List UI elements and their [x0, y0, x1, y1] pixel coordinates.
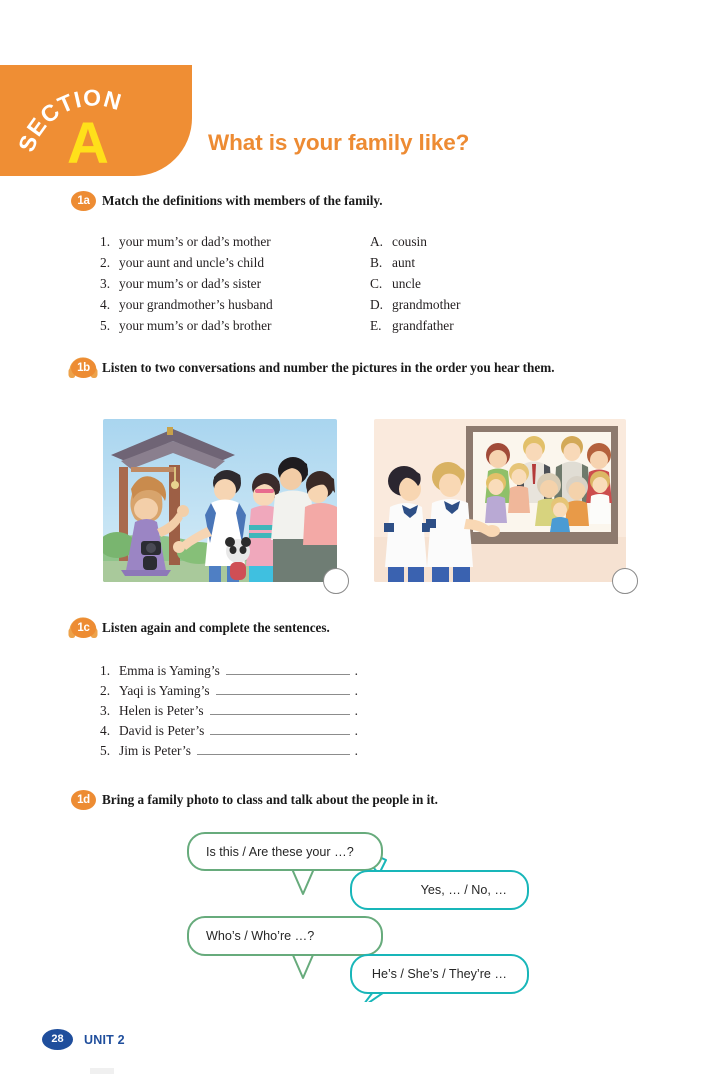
bubble-text: Yes, … / No, … [420, 883, 507, 897]
item-number: 3. [100, 703, 111, 718]
item-number: 4. [100, 723, 111, 738]
picture-2 [374, 419, 626, 582]
list-item [370, 273, 460, 294]
item-text: Jim is Peter’s [119, 743, 191, 758]
item-punct: . [354, 663, 358, 678]
page-number: 28 [42, 1029, 73, 1050]
exercise-1d-badge-wrap [68, 790, 102, 812]
list-item [100, 294, 370, 315]
item-text: your grandmother’s husband [119, 297, 273, 312]
exercise-1d-badge: 1d [71, 790, 96, 810]
unit-label: UNIT 2 [84, 1032, 125, 1047]
item-text: your mum’s or dad’s sister [119, 276, 262, 291]
picture-1 [103, 419, 337, 582]
bubble-text: Is this / Are these your …? [206, 844, 354, 859]
picture-1-answer-circle[interactable] [323, 568, 349, 594]
exercise-1a-instruction: Match the definitions with members of the family. [102, 193, 383, 208]
item-number: 4. [100, 297, 111, 312]
match-lists [100, 231, 460, 336]
exercise-1d [68, 790, 628, 812]
item-number: 2. [100, 683, 111, 698]
list-item [100, 741, 358, 761]
section-word: SECTION [13, 84, 126, 156]
section-banner [0, 65, 192, 176]
definitions-column [100, 231, 370, 336]
bubble-answer-2[interactable] [350, 954, 529, 994]
section-letter: A [67, 111, 109, 176]
exercise-1c-badge-wrap [68, 618, 102, 640]
list-item [370, 315, 460, 336]
item-letter: B. [370, 255, 383, 270]
exercise-1a [68, 191, 383, 213]
list-item [100, 252, 370, 273]
picture-row [103, 419, 626, 582]
item-text: grandfather [392, 318, 454, 333]
answer-blank[interactable] [216, 682, 350, 695]
item-text: Helen is Peter’s [119, 703, 204, 718]
picture-2-answer-circle[interactable] [612, 568, 638, 594]
list-item [100, 681, 358, 701]
exercise-1c-badge: 1c [71, 618, 96, 638]
bubble-text: He’s / She’s / They’re … [371, 967, 507, 981]
bubble-question-2[interactable] [187, 916, 383, 956]
item-punct: . [354, 703, 358, 718]
members-column [370, 231, 460, 336]
item-text: uncle [392, 276, 421, 291]
list-item [100, 315, 370, 336]
list-item [100, 701, 358, 721]
item-punct: . [354, 723, 358, 738]
item-text: your aunt and uncle’s child [119, 255, 265, 270]
item-letter: E. [370, 318, 382, 333]
item-number: 5. [100, 743, 111, 758]
bottom-crop-mark [90, 1068, 114, 1074]
exercise-1c-instruction: Listen again and complete the sentences. [102, 620, 330, 635]
item-text: aunt [392, 255, 416, 270]
dialogue-bubbles [183, 832, 563, 1002]
item-letter: D. [370, 297, 384, 312]
item-text: cousin [392, 234, 427, 249]
item-punct: . [354, 743, 358, 758]
bubble-question-1[interactable] [187, 832, 383, 871]
answer-blank[interactable] [210, 702, 350, 715]
item-letter: A. [370, 234, 384, 249]
exercise-1c [68, 618, 608, 640]
item-number: 2. [100, 255, 111, 270]
item-number: 1. [100, 663, 111, 678]
list-item [370, 231, 460, 252]
item-number: 1. [100, 234, 111, 249]
item-letter: C. [370, 276, 383, 291]
exercise-1b-instruction: Listen to two conversations and number the pictures in the order you hear them. [102, 360, 555, 375]
item-number: 5. [100, 318, 111, 333]
item-text: your mum’s or dad’s mother [119, 234, 271, 249]
item-text: David is Peter’s [119, 723, 205, 738]
answer-blank[interactable] [226, 662, 350, 675]
bubble-answer-1[interactable] [350, 870, 529, 910]
list-item [370, 252, 460, 273]
sentence-list [100, 661, 358, 761]
bubble-text: Who’s / Who’re …? [206, 929, 315, 943]
item-text: Emma is Yaming’s [119, 663, 220, 678]
list-item [100, 661, 358, 681]
exercise-1b [68, 358, 628, 380]
list-item [100, 273, 370, 294]
answer-blank[interactable] [210, 722, 350, 735]
item-text: your mum’s or dad’s brother [119, 318, 272, 333]
exercise-1b-badge: 1b [71, 358, 96, 378]
item-text: grandmother [392, 297, 461, 312]
exercise-1a-badge-wrap [68, 191, 102, 213]
item-text: Yaqi is Yaming’s [119, 683, 210, 698]
list-item [100, 231, 370, 252]
page-footer [42, 1029, 125, 1050]
list-item [100, 721, 358, 741]
page-title: What is your family like? [208, 130, 470, 155]
list-item [370, 294, 460, 315]
exercise-1d-instruction: Bring a family photo to class and talk about the people in it. [102, 792, 438, 807]
item-number: 3. [100, 276, 111, 291]
exercise-1b-badge-wrap [68, 358, 102, 380]
answer-blank[interactable] [197, 742, 350, 755]
item-punct: . [354, 683, 358, 698]
exercise-1a-badge: 1a [71, 191, 96, 211]
